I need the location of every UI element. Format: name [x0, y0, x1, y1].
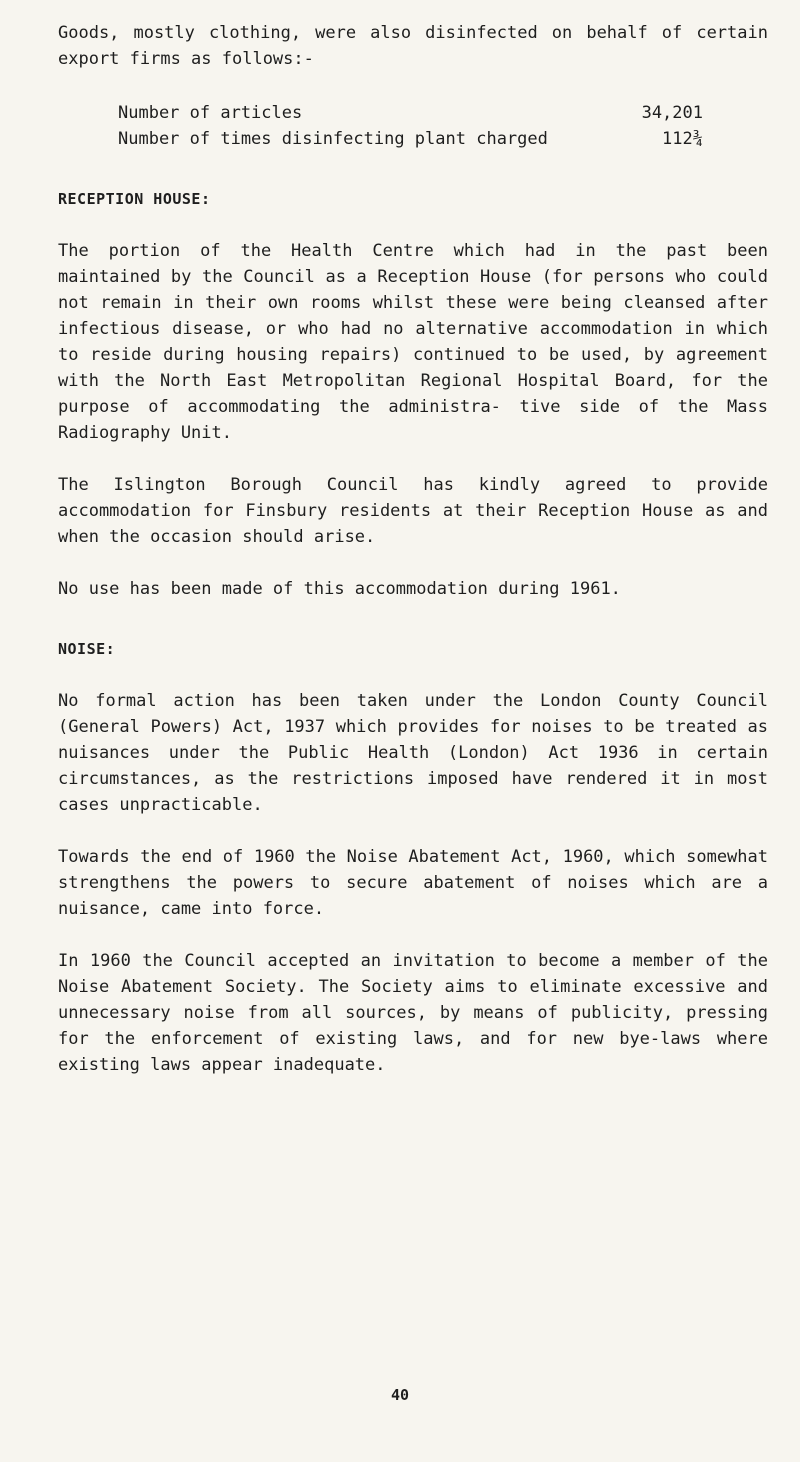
stat-value: 34,201 — [641, 103, 703, 123]
reception-paragraph: The Islington Borough Council has kindly agreed to provide accommodation for Finsbury residents at their Reception House as and when the occasion should arise. — [58, 475, 768, 547]
noise-paragraph: No formal action has been taken under the London County Council (General Powers) Act, 1937 which provides for noises to be treated as nuisances under the Public Health (London) Act 1936 in certain circumstances, as the restrictions imposed have rendered it in most cases unpracticable. — [58, 691, 768, 815]
stat-label: Number of articles — [118, 103, 303, 123]
stat-row — [118, 126, 703, 152]
intro-paragraph: Goods, mostly clothing, were also disinfected on behalf of certain export firms as follows:- — [58, 23, 768, 69]
reception-paragraph: No use has been made of this accommodation during 1961. — [58, 579, 621, 599]
noise-heading: NOISE: — [58, 640, 116, 658]
noise-paragraph: Towards the end of 1960 the Noise Abatement Act, 1960, which somewhat strengthens the powers to secure abatement of noises which are a nuisance, came into force. — [58, 847, 768, 919]
stat-value: 112¾ — [662, 129, 703, 149]
stat-row — [118, 100, 703, 126]
reception-paragraph: The portion of the Health Centre which had in the past been maintained by the Council as a Reception House (for persons who could not remain in their own rooms whilst these were being cleansed after infectious disease, or who had no alternative accommodation in which to reside during housing repairs) continued to be used, by agreement with the North East Metropolitan Regional Hospital Board, for the purpose of accommodating the administra- tive side of the Mass Radiography Unit. — [58, 241, 768, 443]
page-number: 40 — [390, 1386, 410, 1404]
noise-paragraph: In 1960 the Council accepted an invitation to become a member of the Noise Abatement Society. The Society aims to eliminate excessive and unnecessary noise from all sources, by means of publicity, pressing for the enforcement of existing laws, and for new bye-laws where existing laws appear inadequate. — [58, 951, 768, 1075]
stat-label: Number of times disinfecting plant charged — [118, 129, 548, 149]
disinfection-stats — [118, 100, 703, 152]
reception-house-heading: RECEPTION HOUSE: — [58, 190, 211, 208]
document-page — [58, 20, 768, 1104]
